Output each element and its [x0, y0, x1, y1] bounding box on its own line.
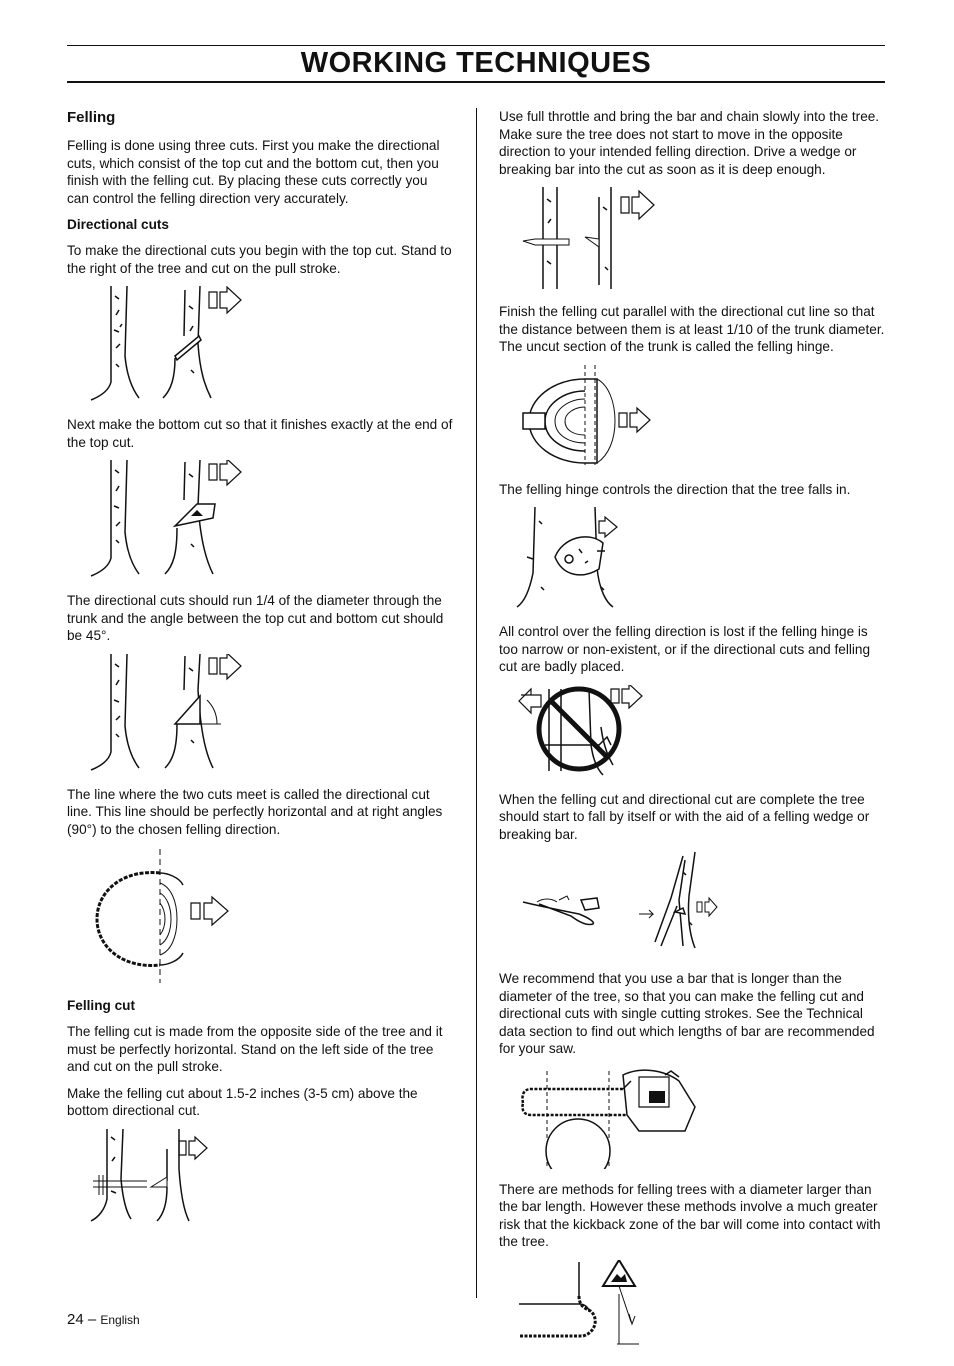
- felling-cut-height-text: Make the felling cut about 1.5-2 inches (3-5 cm) above the bottom directional cut.: [67, 1085, 418, 1118]
- right-column: [499, 108, 885, 1366]
- bar-recommend-text: We recommend that you use a bar that is longer than the diameter of the tree, so that you can make the felling cut and directional cuts with single cutting strokes. See the Technical data section to find out which lengths of bar are recommended for your saw.: [499, 971, 875, 1056]
- top-cut-text: To make the directional cuts you begin with the top cut. Stand to the right of the tree and cut on the pull stroke.: [67, 243, 452, 276]
- felling-heading: Felling: [67, 109, 116, 126]
- directional-line-illustration: [67, 847, 453, 985]
- wedge-illustration: [499, 187, 885, 291]
- felling-cut-illustration: [67, 1129, 453, 1225]
- large-diameter-text: There are methods for felling trees with a diameter larger than the bar length. However these methods involve a much greater risk that the kickback zone of the bar will come into contact with the tree.: [499, 1181, 881, 1249]
- kickback-zone-illustration: [499, 1260, 885, 1354]
- left-column: [67, 108, 453, 1237]
- prohibited-cut-illustration: [499, 685, 885, 779]
- page-footer: [67, 1311, 140, 1328]
- hinge-controls-text: The felling hinge controls the direction that the tree falls in.: [499, 481, 851, 497]
- directional-line-text: The line where the two cuts meet is called the directional cut line. This line should be perfectly horizontal and at right angles (90°) to the chosen felling direction.: [67, 786, 443, 837]
- breaking-bar-illustration: [499, 852, 885, 958]
- felling-cut-text: The felling cut is made from the opposite side of the tree and it must be perfectly horizontal. Stand on the left side of the tree and cut on the pull stroke.: [67, 1024, 443, 1074]
- header-rule-bottom: [67, 81, 885, 83]
- hinge-tree-illustration: [499, 507, 885, 611]
- top-cut-illustration: [67, 286, 453, 404]
- bar-length-illustration: [499, 1067, 885, 1169]
- quarter-diameter-text: The directional cuts should run 1/4 of the diameter through the trunk and the angle between the top cut and bottom cut should be 45°.: [67, 593, 444, 643]
- felling-hinge-illustration: [499, 365, 885, 469]
- directional-cuts-heading: Directional cuts: [67, 217, 169, 232]
- column-divider: [476, 108, 477, 1298]
- complete-cuts-text: When the felling cut and directional cut are complete the tree should start to fall by itself or with the aid of a felling wedge or breaking bar.: [499, 791, 870, 842]
- footer-language: English: [100, 1313, 140, 1327]
- full-throttle-text: Use full throttle and bring the bar and chain slowly into the tree. Make sure the tree does not start to move in the opposite direction to your intended felling direction. Drive a wedge or breaking bar into the cut as soon as it is deep enough.: [499, 109, 880, 177]
- felling-cut-heading: Felling cut: [67, 998, 135, 1013]
- page-number: 24 –: [67, 1311, 97, 1328]
- felling-intro: Felling is done using three cuts. First you make the directional cuts, which consist of the top cut and the bottom cut, then you finish with the felling cut. By placing these cuts correctly you can control the felling direction very accurately.: [67, 138, 440, 206]
- angle-45-illustration: [67, 654, 453, 774]
- control-lost-text: All control over the felling direction is lost if the felling hinge is too narrow or non-existent, or if the directional cuts and felling cut are badly placed.: [499, 624, 871, 674]
- bottom-cut-illustration: [67, 460, 453, 580]
- page-title: WORKING TECHNIQUES: [300, 47, 652, 79]
- bottom-cut-text: Next make the bottom cut so that it finishes exactly at the end of the top cut.: [67, 417, 453, 450]
- parallel-cut-text: Finish the felling cut parallel with the directional cut line so that the distance between them is at least 1/10 of the trunk diameter. The uncut section of the trunk is called the felling hinge.: [499, 304, 885, 354]
